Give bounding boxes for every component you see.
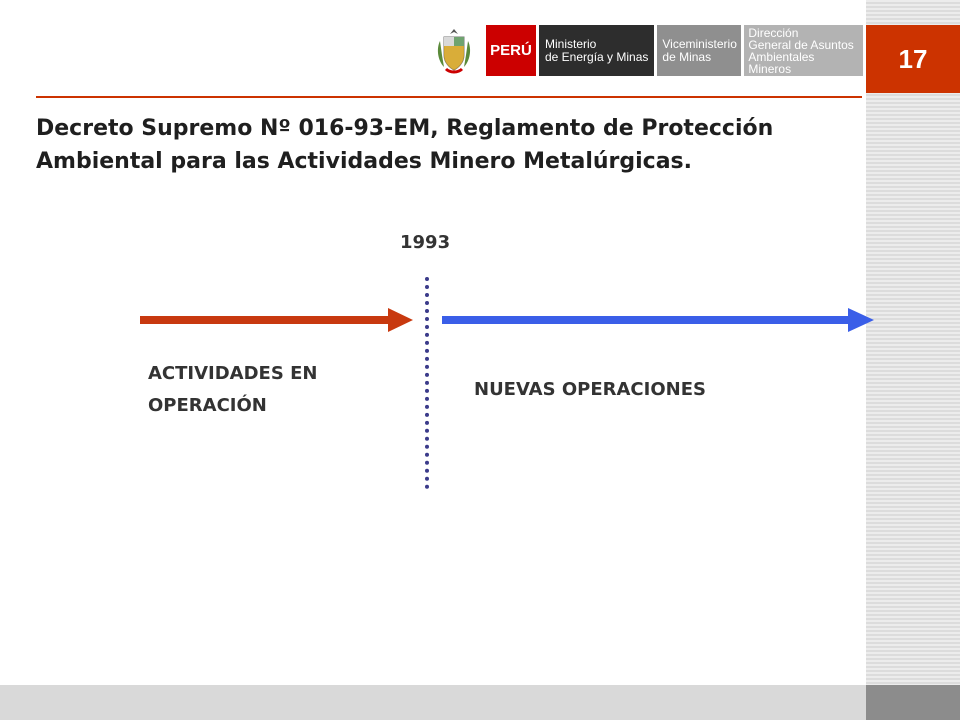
page-number: 17 — [898, 43, 928, 74]
dgaam-line3: Ambientales Mineros — [748, 49, 815, 76]
right-arrow — [442, 308, 874, 332]
dgaam-line2: General de Asuntos — [748, 37, 854, 52]
year-label: 1993 — [400, 232, 451, 253]
vice-line2: de Minas — [662, 49, 712, 64]
peru-label: PERÚ — [490, 42, 532, 59]
vice-line1: Viceministerio — [662, 36, 737, 51]
slide-title: Decreto Supremo Nº 016-93-EM, Reglamento de Protección Ambiental para las Actividades Minero Metalúrgicas. — [36, 116, 774, 174]
ministry-line1: Ministerio — [545, 36, 597, 51]
existing-operations-label: ACTIVIDADES EN OPERACIÓN — [148, 363, 318, 416]
year-divider-line — [425, 277, 429, 489]
ministry-line2: de Energía y Minas — [545, 49, 649, 64]
left-arrow — [140, 308, 413, 332]
new-operations-label: NUEVAS OPERACIONES — [474, 379, 706, 400]
dgaam-line1: Dirección — [748, 25, 799, 40]
